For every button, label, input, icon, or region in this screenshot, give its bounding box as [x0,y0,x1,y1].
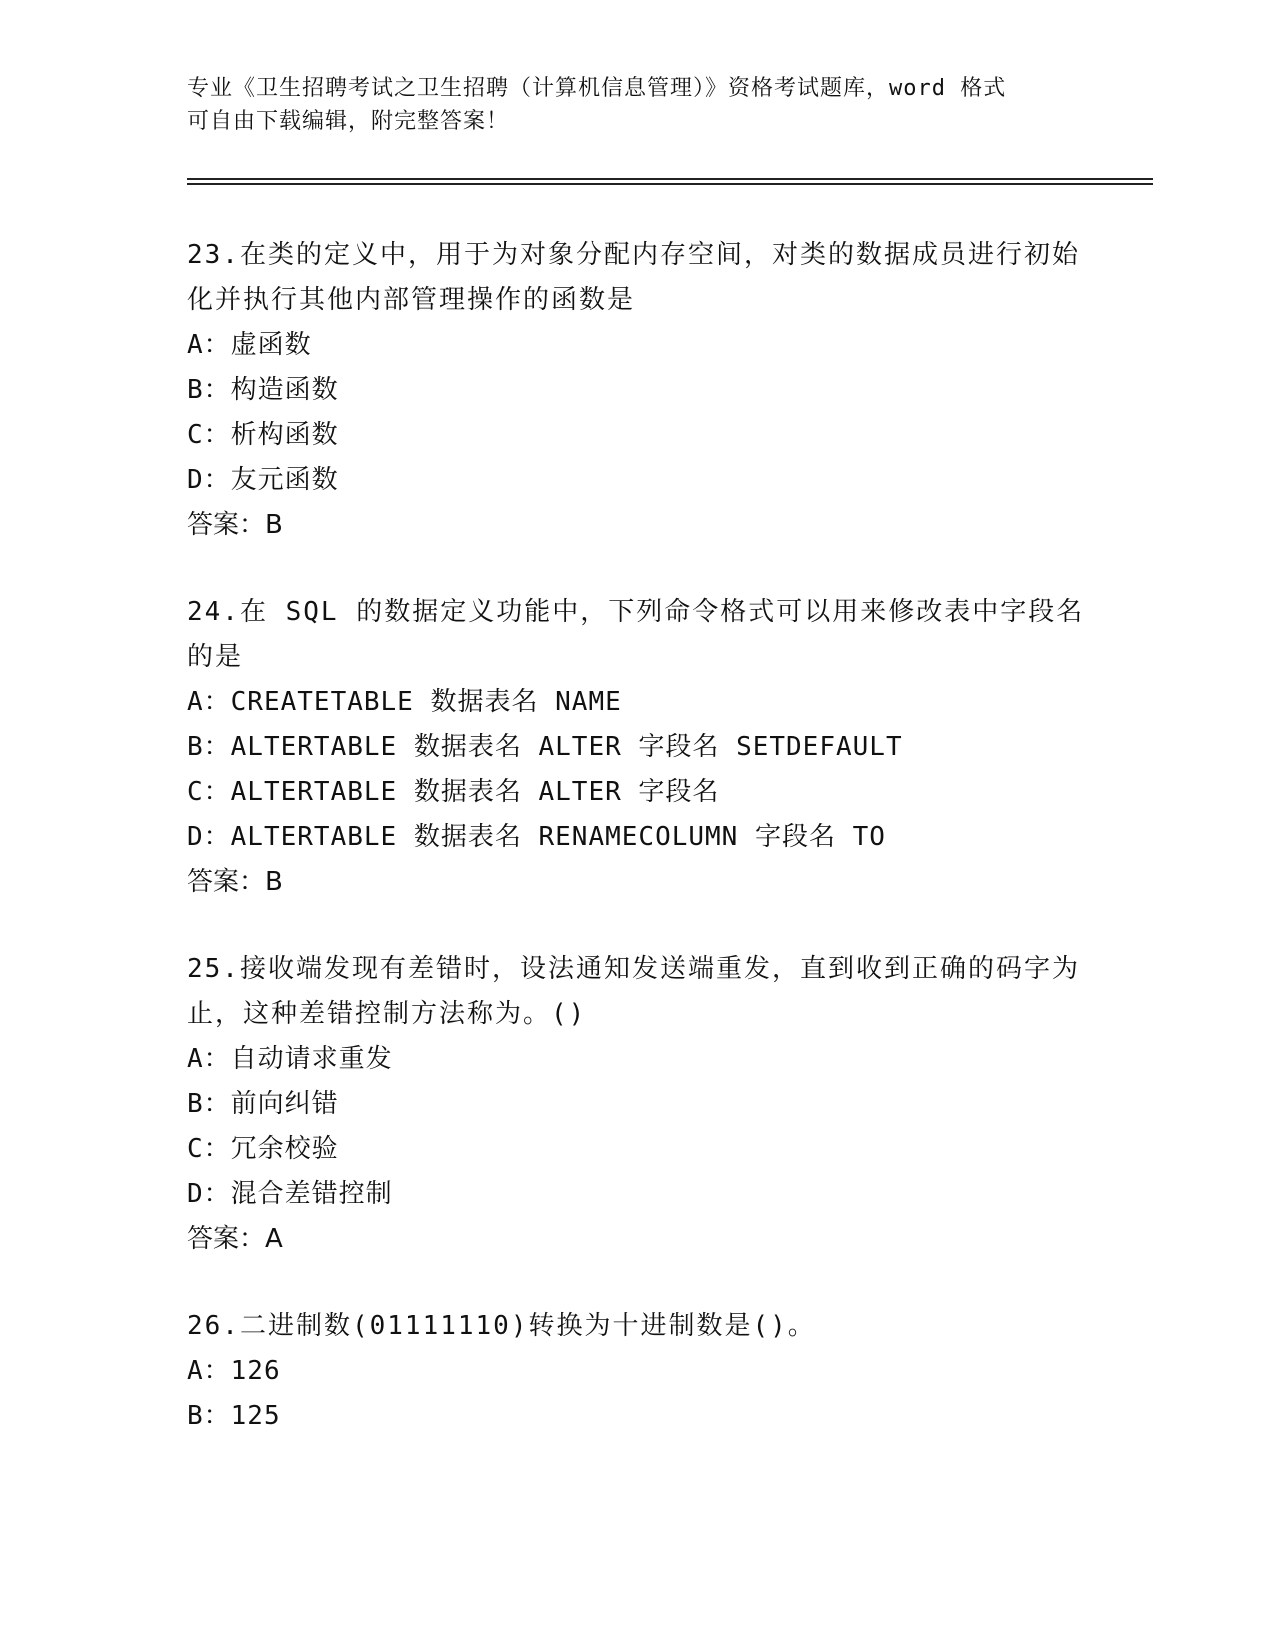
option-d: D：ALTERTABLE 数据表名 RENAMECOLUMN 字段名 TO [187,822,886,852]
question-text: 26.二进制数(01111110)转换为十进制数是()。 [187,1311,816,1341]
option-a: A：CREATETABLE 数据表名 NAME [187,687,622,717]
option-c: C：冗余校验 [187,1134,339,1164]
question-24 [187,590,1087,905]
question-23 [187,233,1087,548]
document-header [187,72,1067,138]
question-25 [187,947,1087,1262]
question-26 [187,1304,1087,1439]
header-line-2: 可自由下载编辑，附完整答案！ [187,109,510,134]
answer-label: 答案：A [187,1224,283,1254]
question-text: 25.接收端发现有差错时，设法通知发送端重发，直到收到正确的码字为止，这种差错控制方法称为。() [187,954,1080,1029]
question-text: 23.在类的定义中，用于为对象分配内存空间，对类的数据成员进行初始化并执行其他内部管理操作的函数是 [187,240,1080,315]
option-c: C：析构函数 [187,420,339,450]
answer-label: 答案：B [187,510,283,540]
header-divider-bottom [187,183,1153,185]
option-b: B：构造函数 [187,375,339,405]
option-c: C：ALTERTABLE 数据表名 ALTER 字段名 [187,777,720,807]
option-d: D：友元函数 [187,465,339,495]
option-a: A：虚函数 [187,330,312,360]
question-list [187,233,1087,1481]
option-b: B：ALTERTABLE 数据表名 ALTER 字段名 SETDEFAULT [187,732,903,762]
option-d: D：混合差错控制 [187,1179,393,1209]
option-b: B：前向纠错 [187,1089,339,1119]
header-line-1: 专业《卫生招聘考试之卫生招聘（计算机信息管理）》资格考试题库，word 格式 [187,76,1007,101]
answer-label: 答案：B [187,867,283,897]
option-a: A：126 [187,1356,281,1386]
option-a: A：自动请求重发 [187,1044,393,1074]
header-divider-top [187,178,1153,180]
question-text: 24.在 SQL 的数据定义功能中，下列命令格式可以用来修改表中字段名的是 [187,597,1085,672]
option-b: B：125 [187,1401,281,1431]
